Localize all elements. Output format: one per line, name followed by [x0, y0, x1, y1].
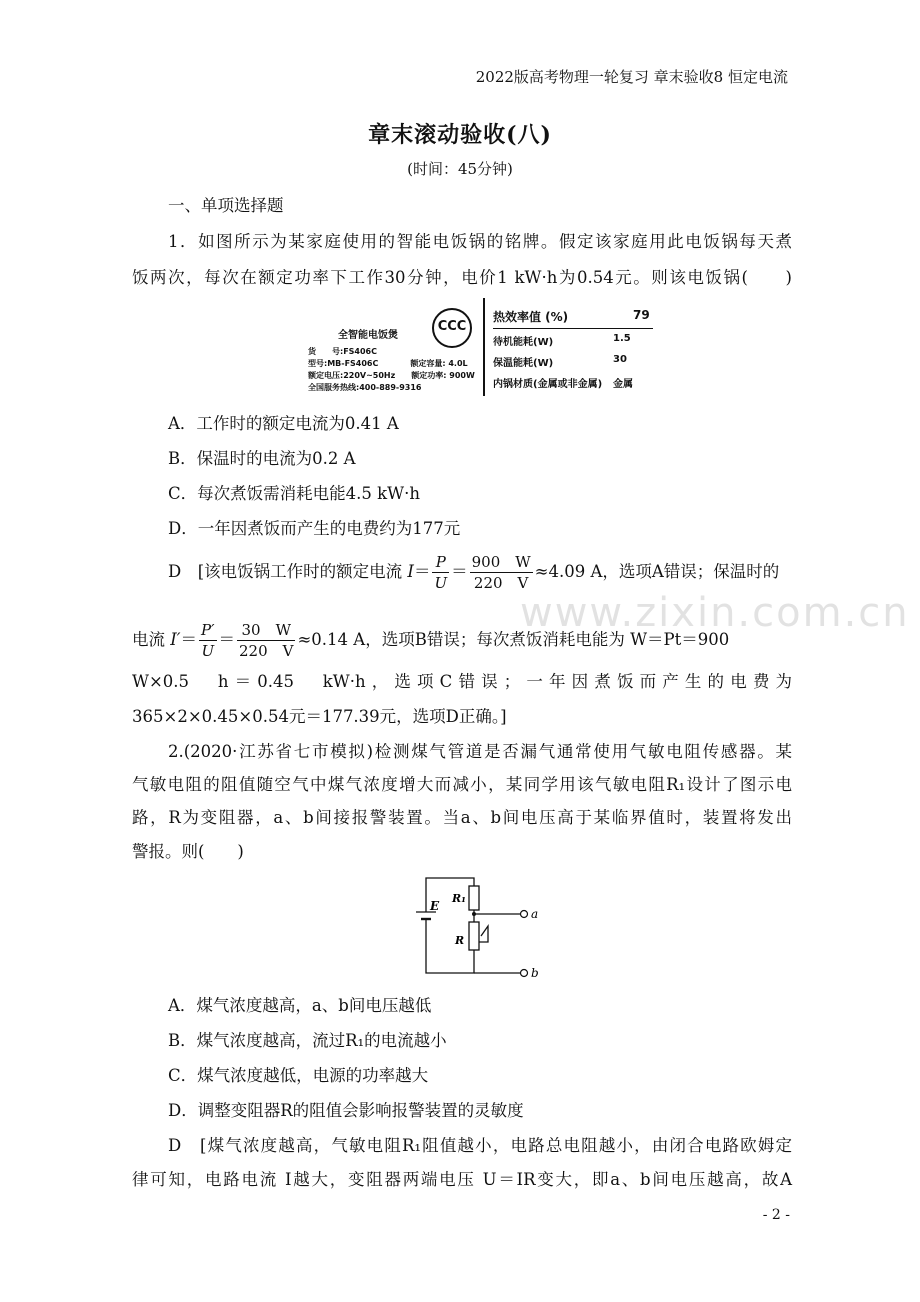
- terminal-a: [521, 911, 528, 918]
- label-a: a: [531, 907, 539, 921]
- answer-text: D [该电饭锅工作时的额定电流: [168, 562, 408, 581]
- time-limit: (时间：45分钟): [407, 160, 513, 178]
- fraction-denominator: U: [434, 574, 448, 592]
- spec-value: 金属: [613, 379, 633, 390]
- current-symbol: I′: [170, 630, 181, 649]
- q2-option-a: A．煤气浓度越高，a、b间电压越低: [168, 996, 432, 1015]
- q1-answer-line2: 电流 I′＝ $\frac{P'}{U}$ ＝ $\frac{30 W}{220 V}$ ≈0.14 A，选项B错误；每次煮饭消耗电能为 W＝Pt＝900: [132, 621, 730, 660]
- page-title: 章末滚动验收(八): [368, 122, 552, 148]
- nameplate-line: 额定电压:220V~50Hz 额定功率: 900W: [308, 371, 475, 380]
- label-e: E: [430, 899, 440, 913]
- nameplate-product-title: 全智能电饭煲: [338, 330, 398, 341]
- q1-answer-line4: 365×2×0.45×0.54元＝177.39元，选项D正确。]: [132, 707, 507, 726]
- q2-stem-line4: 警报。则( ): [132, 842, 244, 861]
- spec-row: [493, 333, 653, 354]
- spec-value: 79: [633, 308, 650, 322]
- section-heading: 一、单项选择题: [168, 196, 284, 215]
- fraction-numerator: P: [432, 552, 449, 573]
- q2-option-c: C．煤气浓度越低，电源的功率越大: [168, 1066, 429, 1085]
- label-b: b: [531, 966, 539, 980]
- fraction-values: [237, 620, 295, 661]
- q2-stem-line2: 气敏电阻的阻值随空气中煤气浓度增大而减小，某同学用该气敏电阻R₁设计了图示电: [132, 775, 792, 794]
- terminal-b: [521, 970, 528, 977]
- nameplate-line: 型号:MB-FS406C 额定容量: 4.0L: [308, 359, 468, 368]
- spec-value: 1.5: [613, 333, 631, 344]
- resistor-r1: [469, 886, 479, 910]
- spec-key: 保温能耗(W): [493, 358, 554, 369]
- nameplate-line: 货 号:FS406C: [308, 347, 377, 356]
- current-symbol: I: [407, 562, 414, 581]
- gas-sensor-circuit-diagram: [408, 868, 548, 980]
- circuit-wire: [426, 928, 474, 973]
- equals-sign: ＝: [413, 562, 431, 581]
- q1-option-c: C．每次煮饭需消耗电能4.5 kW·h: [168, 484, 420, 503]
- spec-key: 热效率值 (%): [493, 310, 569, 324]
- spec-value: 30: [613, 354, 627, 365]
- spec-row: [493, 375, 653, 396]
- ccc-certification-logo: CCC: [432, 308, 472, 348]
- spec-header-row: [493, 308, 653, 329]
- q2-answer-line2: 律可知，电路电流 I越大，变阻器两端电压 U＝IR变大，即a、b间电压越高，故A: [132, 1170, 792, 1189]
- label-r: R: [455, 934, 465, 947]
- fraction-numerator: 900 W: [471, 553, 531, 571]
- q1-stem-line2: 饭两次，每次在额定功率下工作30分钟，电价1 kW·h为0.54元。则该电饭锅( ): [132, 268, 792, 287]
- fraction-values: [470, 552, 533, 593]
- answer-text: ≈4.09 A，选项A错误；保温时的: [534, 562, 780, 581]
- label-r1: R₁: [452, 892, 466, 905]
- answer-text: 电流: [132, 630, 171, 649]
- fraction-denominator: U: [201, 642, 215, 660]
- q2-answer-line1: D [煤气浓度越高，气敏电阻R₁阻值越小，电路总电阻越小，由闭合电路欧姆定: [168, 1136, 792, 1155]
- fraction-numerator: P′: [201, 621, 215, 639]
- answer-text: ≈0.14 A，选项B错误；每次煮饭消耗电能为 W＝Pt＝900: [297, 630, 730, 649]
- q2-option-d: D．调整变阻器R的阻值会影响报警装置的灵敏度: [168, 1101, 524, 1120]
- junction-node: [472, 912, 476, 916]
- spec-row: [493, 354, 653, 375]
- q1-option-b: B．保温时的电流为0.2 A: [168, 449, 356, 468]
- rheostat-slider: [479, 926, 488, 942]
- page-number: - 2 -: [762, 1207, 790, 1223]
- q1-answer-line3: W×0.5 h＝0.45 kW·h，选项C错误；一年因煮饭而产生的电费为: [132, 672, 792, 691]
- site-watermark: www.zixin.com.cn: [520, 590, 910, 636]
- fraction-numerator: 30 W: [237, 620, 295, 641]
- equals-sign: ＝: [451, 562, 468, 581]
- page-header: 2022版高考物理一轮复习 章末验收8 恒定电流: [475, 68, 788, 86]
- fraction-denominator: 220 V: [239, 642, 294, 660]
- fraction-p-over-u: [432, 552, 449, 593]
- spec-key: 待机能耗(W): [493, 337, 554, 348]
- q2-option-b: B．煤气浓度越高，流过R₁的电流越小: [168, 1031, 447, 1050]
- q1-option-d: D．一年因煮饭而产生的电费约为177元: [168, 519, 461, 538]
- nameplate-divider: [483, 298, 485, 396]
- q2-stem-line3: 路，R为变阻器，a、b间接报警装置。当a、b间电压高于某临界值时，装置将发出: [132, 808, 792, 827]
- q1-option-a: A．工作时的额定电流为0.41 A: [168, 414, 399, 433]
- nameplate-line: 全国服务热线:400-889-9316: [308, 383, 422, 392]
- q1-answer-line1: [168, 552, 779, 593]
- fraction-p-over-u: [199, 620, 217, 661]
- nameplate-spec-table: [493, 308, 653, 396]
- rice-cooker-nameplate: [298, 298, 658, 398]
- q1-stem-line1: 1．如图所示为某家庭使用的智能电饭锅的铭牌。假定该家庭用此电饭锅每天煮: [168, 232, 792, 251]
- fraction-denominator: 220 V: [473, 574, 529, 592]
- q2-stem-line1: 2.(2020·江苏省七市模拟)检测煤气管道是否漏气通常使用气敏电阻传感器。某: [168, 742, 792, 761]
- variable-resistor-r: [469, 922, 479, 950]
- spec-key: 内锅材质(金属或非金属): [493, 379, 603, 390]
